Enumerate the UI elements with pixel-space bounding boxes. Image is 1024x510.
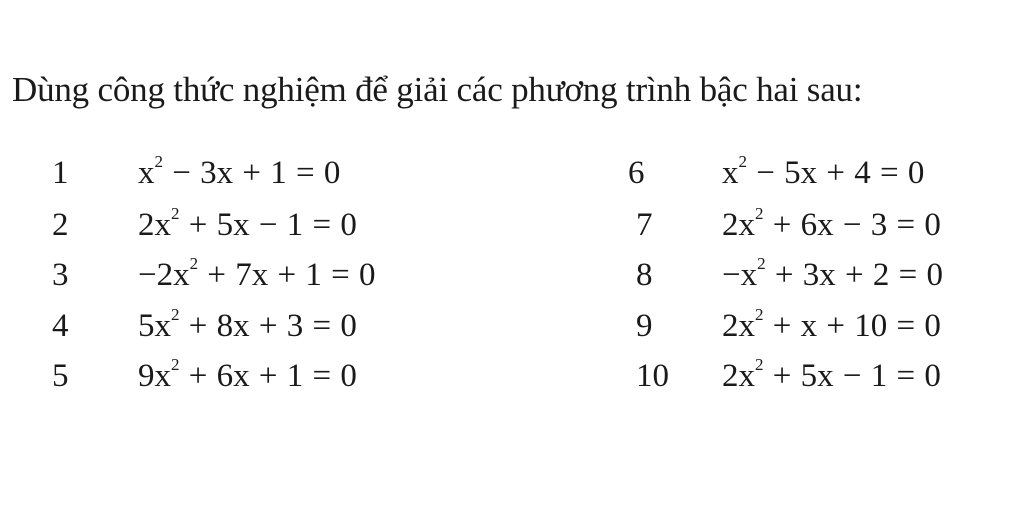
problem-number: 2	[52, 207, 69, 243]
equation: $2x^2 + 5x - 1 = 0$	[138, 204, 357, 243]
exercise-title: Dùng công thức nghiệm để giải các phương trình bậc hai sau:	[12, 70, 863, 109]
problem-number: 4	[52, 308, 69, 344]
problem-number: 1	[52, 155, 69, 191]
equation: $2x^2 + 5x - 1 = 0$	[722, 355, 941, 394]
problem-number: 8	[636, 257, 653, 293]
equation: $x^2 - 5x + 4 = 0$	[722, 152, 925, 191]
equation: $-2x^2 + 7x + 1 = 0$	[138, 254, 376, 293]
equation: $2x^2 + x + 10 = 0$	[722, 305, 941, 344]
problem-number: 5	[52, 358, 69, 394]
equation: $-x^2 + 3x + 2 = 0$	[722, 254, 943, 293]
problem-number: 10	[636, 358, 669, 394]
equation: $9x^2 + 6x + 1 = 0$	[138, 355, 357, 394]
equation: $x^2 - 3x + 1 = 0$	[138, 152, 341, 191]
equation: $5x^2 + 8x + 3 = 0$	[138, 305, 357, 344]
equation: $2x^2 + 6x - 3 = 0$	[722, 204, 941, 243]
problem-number: 3	[52, 257, 69, 293]
problem-number: 9	[636, 308, 653, 344]
problem-number: 6	[628, 155, 645, 191]
problem-number: 7	[636, 207, 653, 243]
